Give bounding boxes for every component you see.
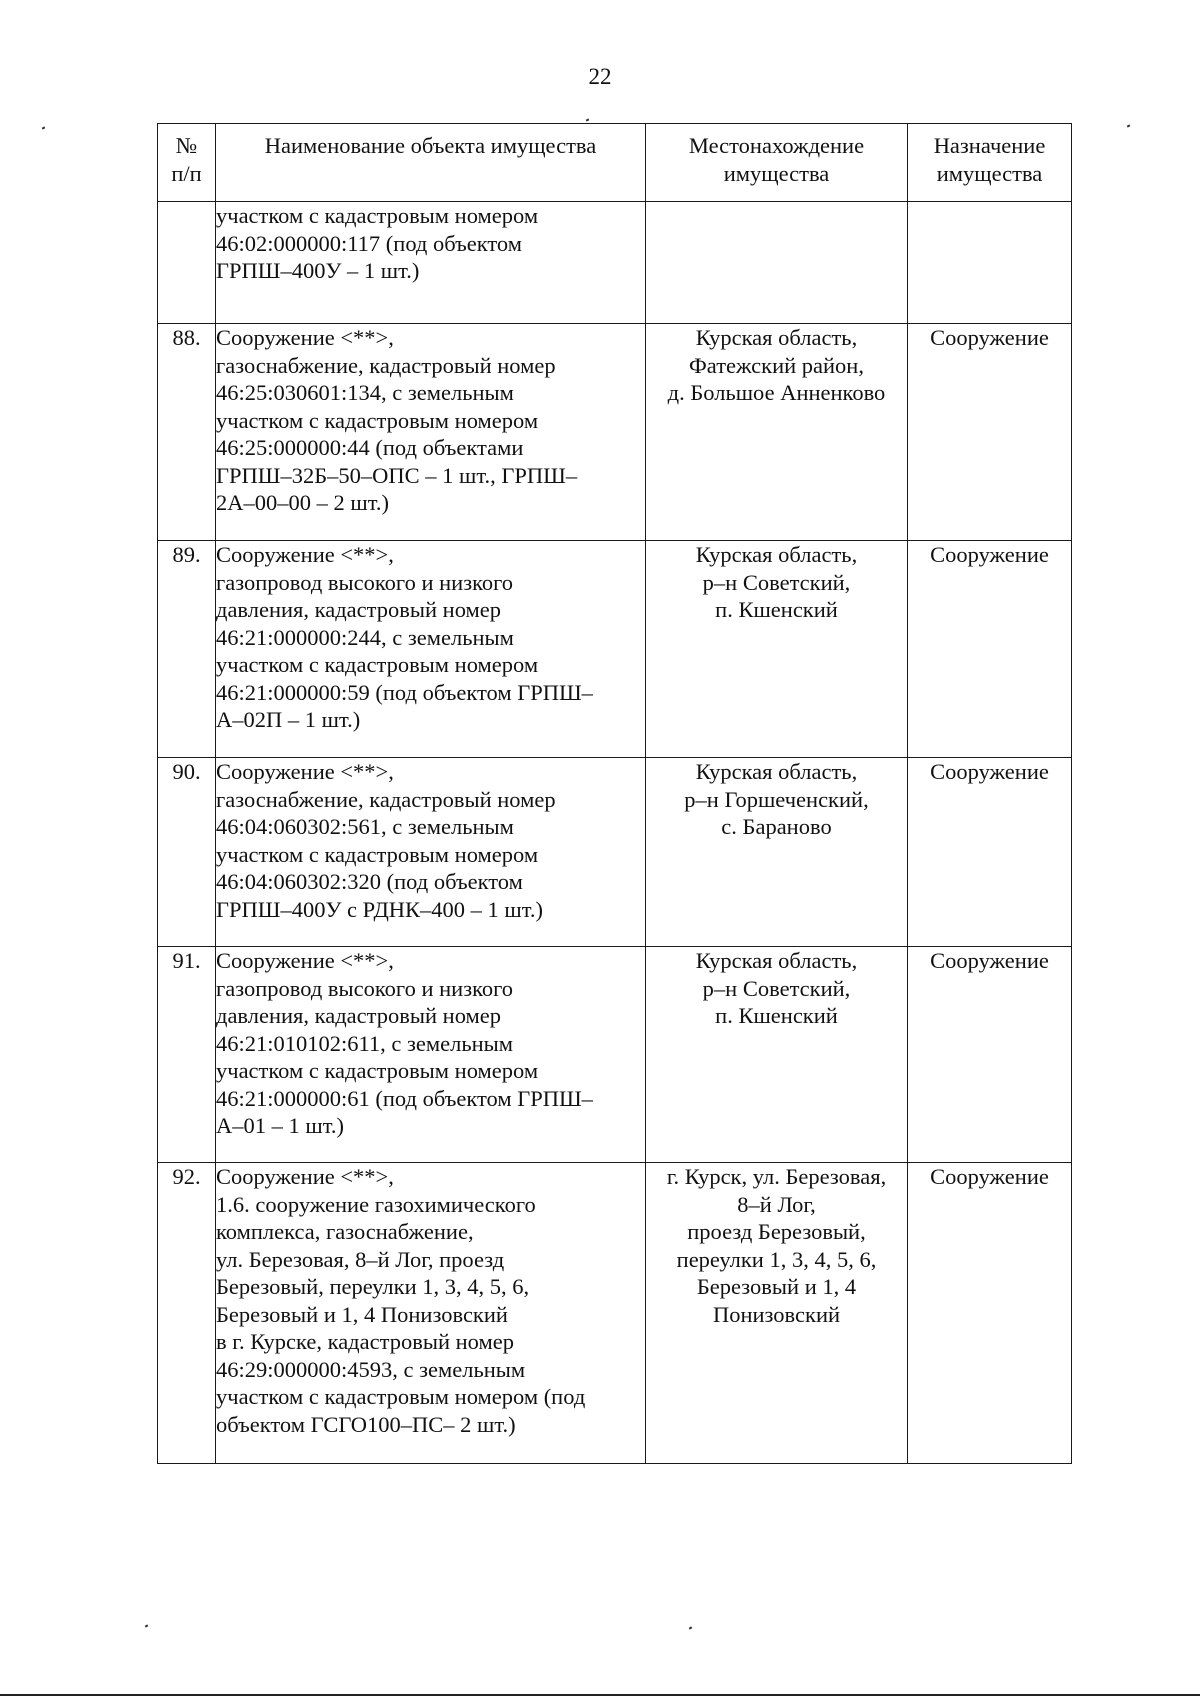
table-row [158, 202, 1072, 324]
table-header-row [158, 124, 1072, 202]
header-location [646, 124, 908, 202]
row-object-name: Сооружение <**>, 1.6. сооружение газохимического комплекса, газоснабжение, ул. Березовая, 8–й Лог, проезд Березовый, переулки 1, 3, 4, 5, 6, Березовый и 1, 4 Понизовский в г. Курске, кадастровый номер 46:29:000000:4593, с земельным участком с кадастровым номером (под объектом ГСГО100–ПС– 2 шт.) [216, 1163, 646, 1464]
header-location-label: Местонахождение имущества [688, 133, 865, 186]
row-location: Курская область, р–н Советский, п. Кшенский [646, 541, 908, 758]
scan-mark [1127, 124, 1131, 127]
row-number [158, 202, 216, 324]
scan-mark [689, 1626, 693, 1629]
row-purpose: Сооружение [908, 758, 1072, 947]
header-number [158, 124, 216, 202]
scan-mark [586, 118, 590, 121]
row-purpose: Сооружение [908, 324, 1072, 541]
property-table [157, 123, 1072, 1464]
header-purpose-label: Назначение имущества [933, 133, 1046, 186]
row-location: г. Курск, ул. Березовая, 8–й Лог, проезд Березовый, переулки 1, 3, 4, 5, 6, Березовый и 1, 4 Понизовский [646, 1163, 908, 1464]
page-number: 22 [588, 64, 612, 89]
table-row [158, 541, 1072, 758]
table-row [158, 1163, 1072, 1464]
row-location: Курская область, Фатежский район, д. Большое Анненково [646, 324, 908, 541]
header-purpose [908, 124, 1072, 202]
header-name [216, 124, 646, 202]
header-number-label: № п/п [171, 133, 202, 186]
row-object-name: участком с кадастровым номером 46:02:000000:117 (под объектом ГРПШ–400У – 1 шт.) [216, 202, 646, 324]
row-number: 90. [158, 758, 216, 947]
scan-mark [42, 126, 46, 129]
row-number: 91. [158, 947, 216, 1163]
row-object-name: Сооружение <**>, газоснабжение, кадастровый номер 46:04:060302:561, с земельным участком с кадастровым номером 46:04:060302:320 (под объектом ГРПШ–400У с РДНК–400 – 1 шт.) [216, 758, 646, 947]
row-number: 88. [158, 324, 216, 541]
row-purpose: Сооружение [908, 947, 1072, 1163]
scan-mark [145, 1624, 149, 1627]
table-row [158, 947, 1072, 1163]
header-name-label: Наименование объекта имущества [264, 133, 597, 158]
row-location: Курская область, р–н Горшеченский, с. Бараново [646, 758, 908, 947]
row-number: 89. [158, 541, 216, 758]
row-purpose: Сооружение [908, 541, 1072, 758]
page-bottom-edge [0, 1694, 1200, 1696]
row-location [646, 202, 908, 324]
row-location: Курская область, р–н Советский, п. Кшенский [646, 947, 908, 1163]
row-purpose: Сооружение [908, 1163, 1072, 1464]
row-object-name: Сооружение <**>, газоснабжение, кадастровый номер 46:25:030601:134, с земельным участком с кадастровым номером 46:25:000000:44 (под объектами ГРПШ–32Б–50–ОПС – 1 шт., ГРПШ– 2А–00–00 – 2 шт.) [216, 324, 646, 541]
table-row [158, 758, 1072, 947]
row-purpose [908, 202, 1072, 324]
row-object-name: Сооружение <**>, газопровод высокого и низкого давления, кадастровый номер 46:21:000000:244, с земельным участком с кадастровым номером 46:21:000000:59 (под объектом ГРПШ– А–02П – 1 шт.) [216, 541, 646, 758]
row-object-name: Сооружение <**>, газопровод высокого и низкого давления, кадастровый номер 46:21:010102:611, с земельным участком с кадастровым номером 46:21:000000:61 (под объектом ГРПШ– А–01 – 1 шт.) [216, 947, 646, 1163]
table-row [158, 324, 1072, 541]
row-number: 92. [158, 1163, 216, 1464]
